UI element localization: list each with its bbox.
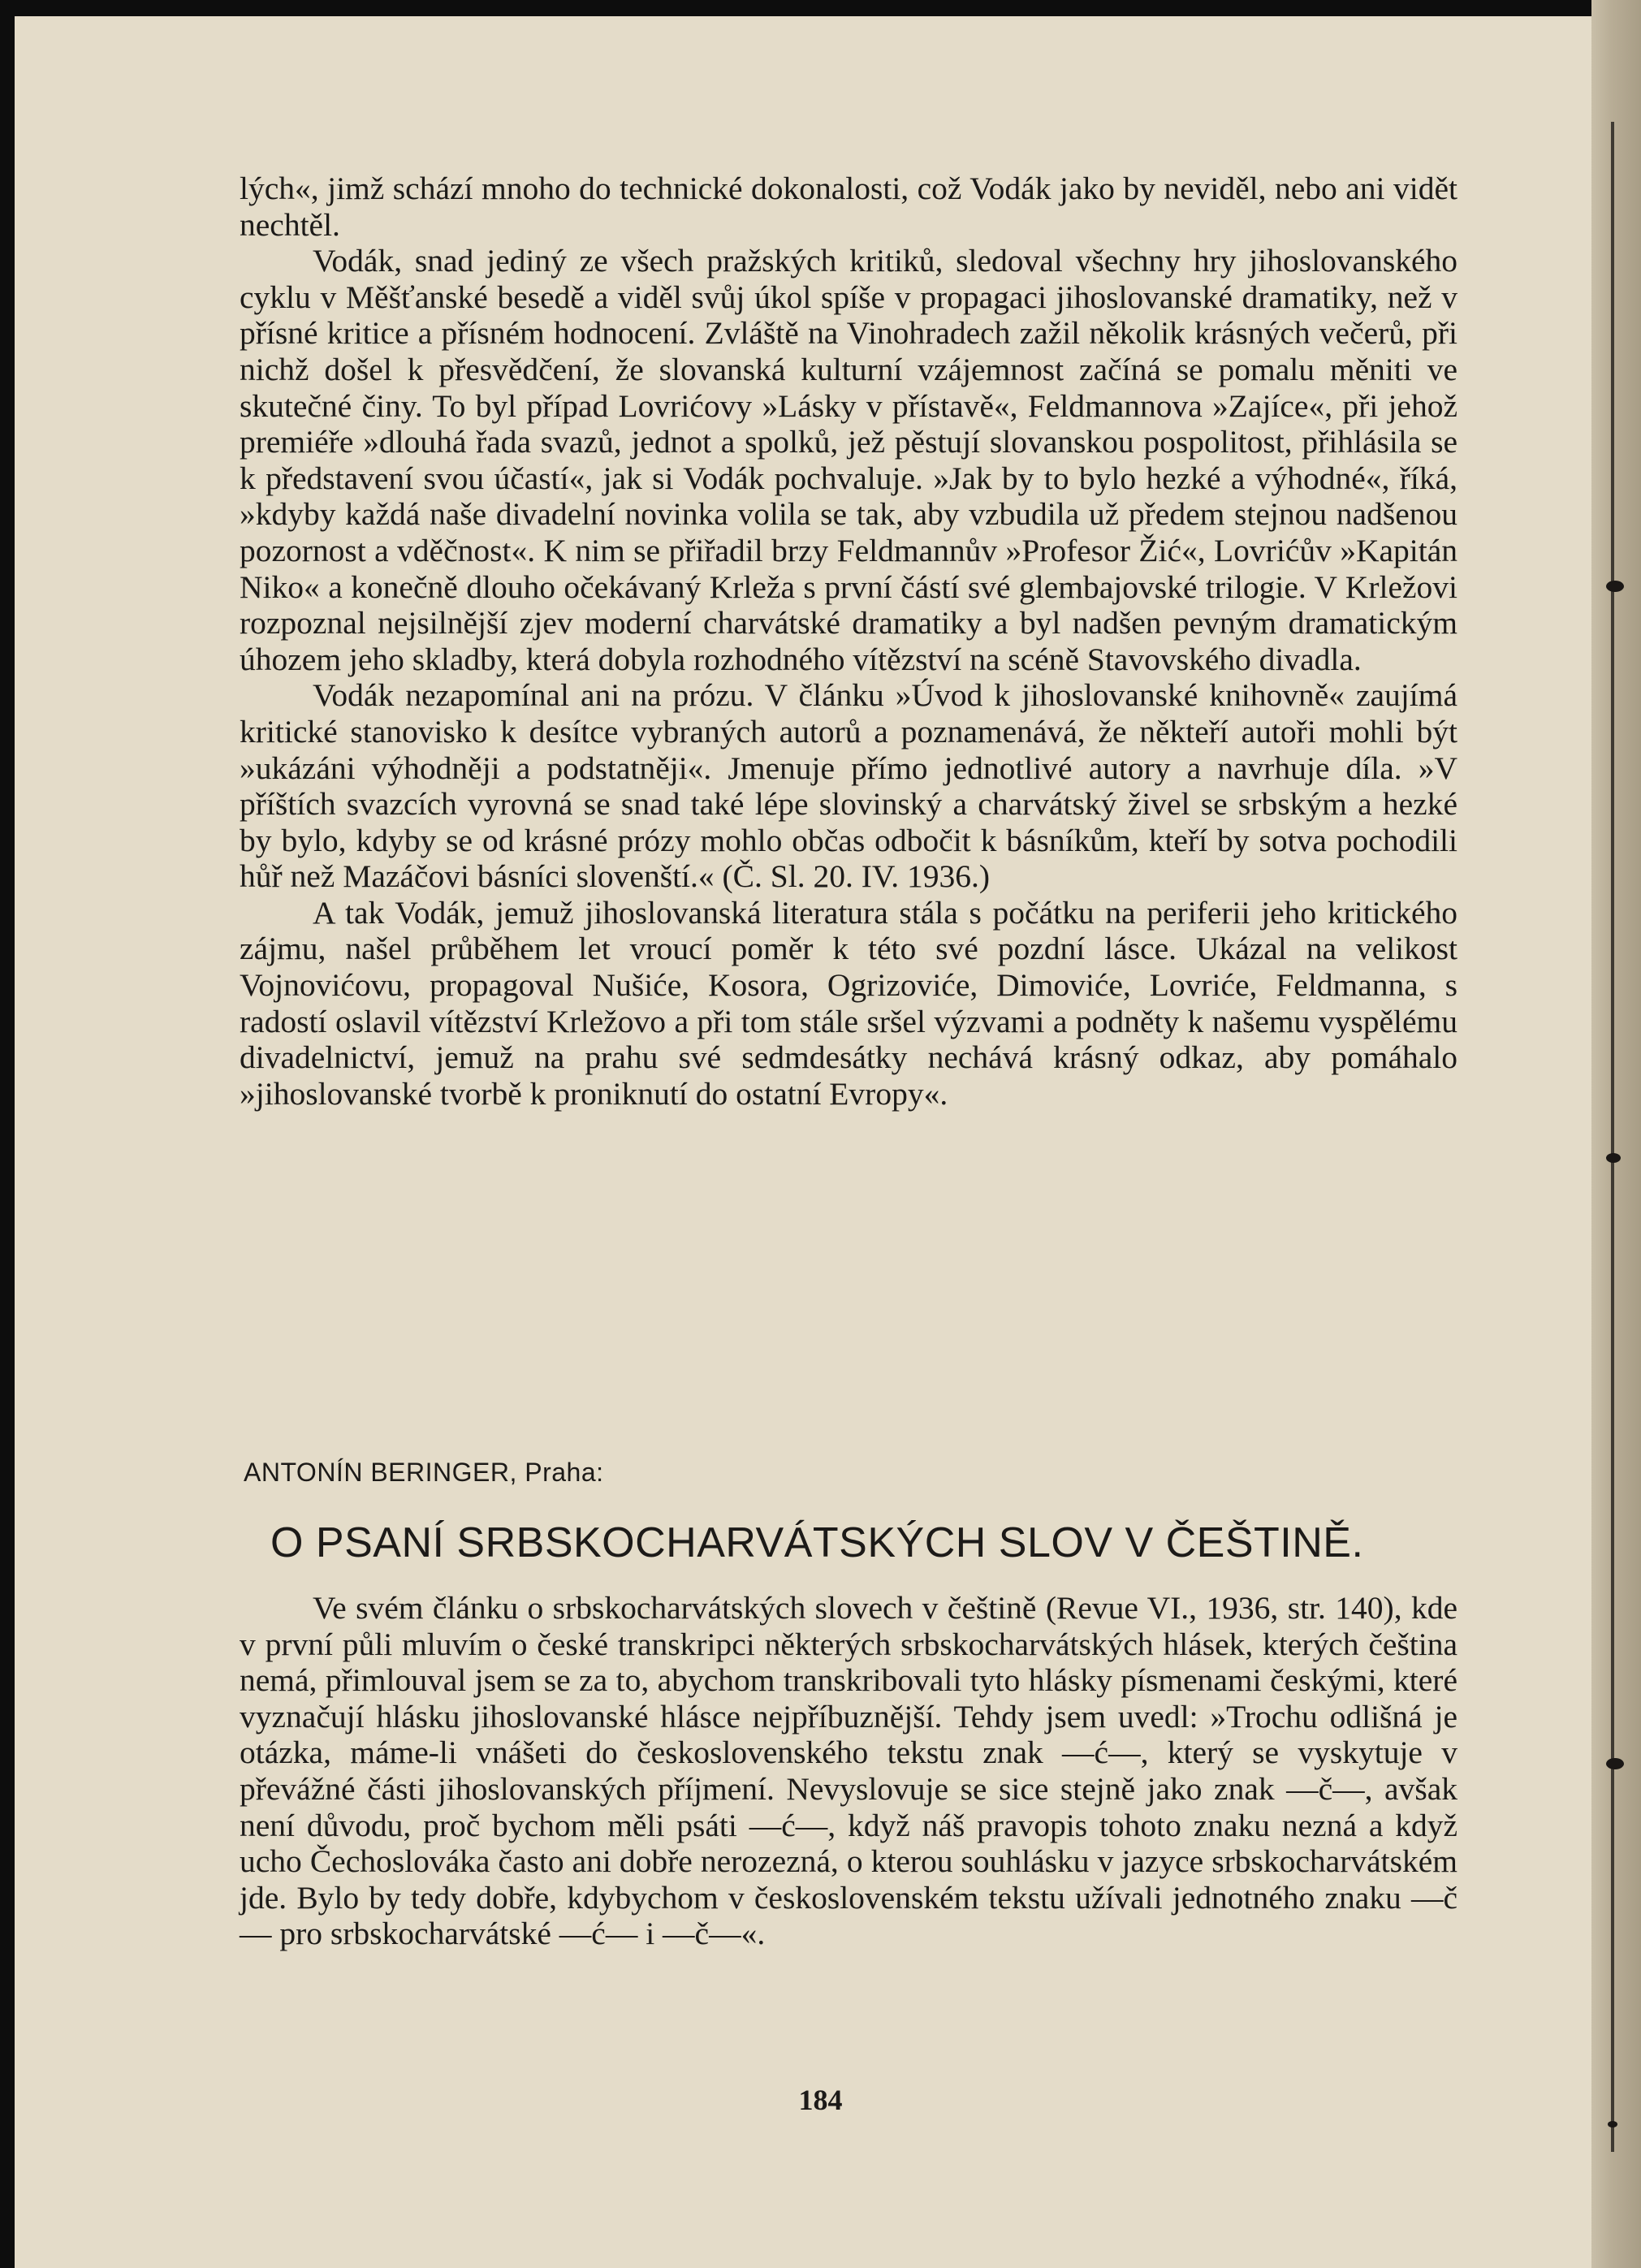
- author-byline: [244, 1458, 604, 1488]
- paragraph: Vodák, snad jediný ze všech pražských kritiků, sledoval všechny hry jihoslovanského cyklu v Měšťanské besedě a viděl svůj úkol spíše v propagaci jihoslovanské dramatiky, než v přísné kritice a přísném hodnocení. Zvláště na Vinohradech zažil několik krásných večerů, při nichž došel k přesvědčení, že slovanská kulturní vzájemnost začíná se pomalu měniti ve skutečné činy. To byl případ Lovrićovy »Lásky v přístavě«, Feldmannova »Zajíce«, při jehož premiéře »dlouhá řada svazů, jednot a spolků, jež pěstují slovanskou pospolitost, přihlásila se k představení svou účastí«, jak si Vodák pochvaluje. »Jak by to bylo hezké a výhodné«, říká, »kdyby každá naše divadelní novinka volila se tak, aby vzbudila už předem stejnou nadšenou pozornost a vděčnost«. K nim se přiřadil brzy Feldmannův »Profesor Žić«, Lovrićův »Kapitán Niko« a konečně dlouho očekávaný Krleža s první částí své glembajovské trilogie. V Krležovi rozpoznal nejsilnější zjev moderní charvátské dramatiky a byl nadšen pevným dramatickým úhozem jeho skladby, která dobyla rozhodného vítězství na scéně Stavovského divadla.: [240, 243, 1457, 677]
- binding-mark: [1606, 581, 1624, 592]
- author-place: Praha:: [525, 1458, 604, 1487]
- author-name: ANTONÍN BERINGER,: [244, 1458, 517, 1487]
- binding-mark: [1608, 2121, 1617, 2128]
- article-1-body: [240, 171, 1457, 1112]
- binding-mark: [1606, 1153, 1621, 1163]
- paragraph: Vodák nezapomínal ani na prózu. V článku »Úvod k jihoslovanské knihovně« zaujímá kritické stanovisko k desítce vybraných autorů a poznamenává, že někteří autoři mohli být »ukázáni výhodněji a podstatněji«. Jmenuje přímo jednotlivé autory a navrhuje díla. »V příštích svazcích vyrovná se snad také lépe slovinský a charvátský živel se srbským a hezké by bylo, kdyby se od krásné prózy mohlo občas odbočit k básníkům, kteří by sotva pochodili hůř než Mazáčovi básníci slovenští.« (Č. Sl. 20. IV. 1936.): [240, 677, 1457, 895]
- paragraph: Ve svém článku o srbskocharvátských slovech v češtině (Revue VI., 1936, str. 140), kde v první půli mluvím o české transkripci některých srbskocharvátských hlásek, kterých čeština nemá, přimlouval jsem se za to, abychom transkribovali tyto hlásky písmenami českými, které vyznačují hlásku jihoslovanské hlásce nejpříbuznější. Tehdy jsem uvedl: »Trochu odlišná je otázka, máme-li vnášeti do československého tekstu znak —ć—, který se vyskytuje v převážné části jihoslovanských příjmení. Nevyslovuje se sice stejně jako znak —č—, avšak není důvodu, proč bychom měli psáti —ć—, když náš pravopis tohoto znaku nezná a když ucho Čechoslováka často ani dobře nerozezná, o kterou souhlásku v jazyce srbskocharvátském jde. Bylo by tedy dobře, kdybychom v československém tekstu užívali jednotného znaku —č— pro srbskocharvátské —ć— i —č—«.: [240, 1590, 1457, 1952]
- binding-mark: [1606, 1758, 1624, 1769]
- page-binding-edge: [1591, 0, 1641, 2268]
- article-2-body: [240, 1590, 1457, 1952]
- paragraph: lých«, jimž schází mnoho do technické dokonalosti, což Vodák jako by neviděl, nebo ani vidět nechtěl.: [240, 171, 1457, 243]
- page-number: 184: [798, 2084, 843, 2116]
- binding-shadow-line: [1611, 122, 1614, 2152]
- paragraph: A tak Vodák, jemuž jihoslovanská literatura stála s počátku na periferii jeho kritického zájmu, našel průběhem let vroucí poměr k této své pozdní lásce. Ukázal na velikost Vojnovićovu, propagoval Nušiće, Kosora, Ogrizoviće, Dimoviće, Lovriće, Feldmanna, s radostí oslavil vítězství Krležovo a při tom stále sršel výzvami a podněty k našemu vyspělému divadelnictví, jemuž na prahu své sedmdesátky nechává krásný odkaz, aby pomáhalo »jihoslovanské tvorbě k proniknutí do ostatní Evropy«.: [240, 894, 1457, 1112]
- article-title: O PSANÍ SRBSKOCHARVÁTSKÝCH SLOV V ČEŠTINĚ.: [270, 1519, 1364, 1566]
